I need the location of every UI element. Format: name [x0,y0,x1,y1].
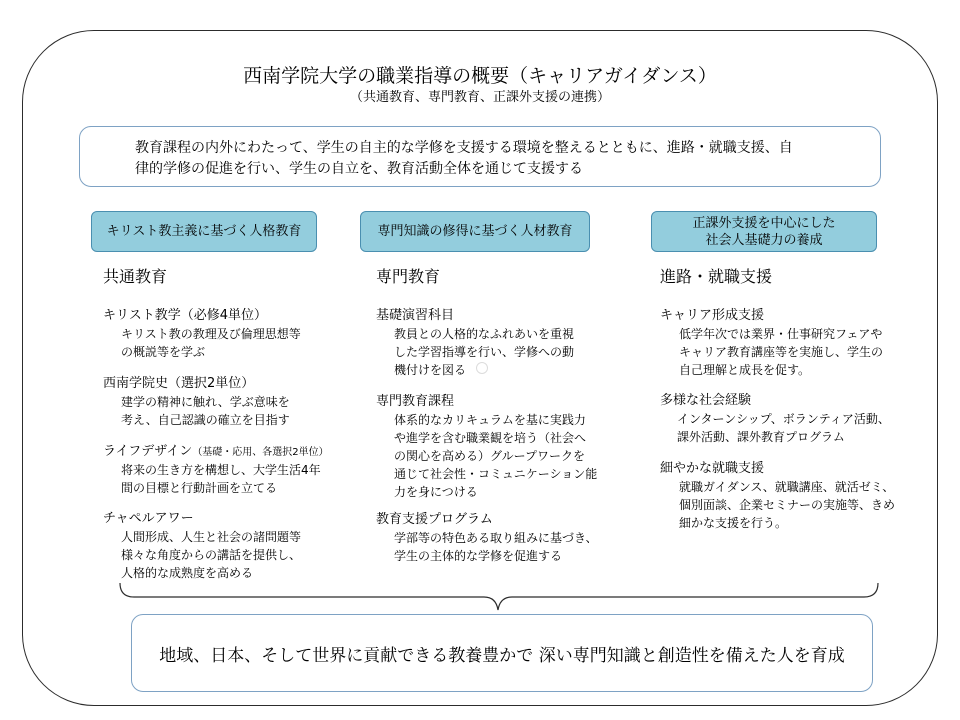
section-line: 様々な角度からの講話を提供し、 [121,548,302,562]
section-line: 力を身につける [394,485,478,499]
section-line: 通じて社会性・コミュニケーション能 [394,467,598,481]
section-line: の概説等を学ぶ [121,345,206,359]
section-title-main: ライフデザイン [103,444,193,459]
section-line: 体系的なカリキュラムを基に実践力 [394,413,586,427]
section-title: 細やかな就職支援 [660,461,765,476]
section-line: 低学年次では業界・仕事研究フェアや [679,327,883,341]
result-text: 地域、日本、そして世界に貢献できる教養豊かで 深い専門知識と創造性を備えた人を育成 [159,645,845,666]
section-line: 課外活動、課外教育プログラム [677,430,845,444]
section-line: キリスト教の教理及び倫理思想等 [121,327,301,341]
section-title: キリスト教学（必修4単位） [103,308,268,323]
page-title: 西南学院大学の職業指導の概要（キャリアガイダンス） [243,65,717,87]
section-title: 専門教育課程 [376,394,455,409]
column-heading-general: 共通教育 [103,267,168,286]
section-line: 学生の主体的な学修を促進する [394,549,563,563]
section-line: 機付けを図る [394,363,467,377]
section-line: の関心を高める）グループワークを [394,449,586,463]
pill-label: キリスト教主義に基づく人格教育 [106,224,302,239]
section-line: 建学の精神に触れ、学ぶ意味を [121,395,290,409]
section-title: チャペルアワー [103,511,194,526]
section-line: 学部等の特色ある取り組みに基づき、 [394,531,598,545]
result-box [131,614,873,692]
pill-label: 正課外支援を中心にした [692,215,836,231]
pill-label: 社会人基礎力の養成 [705,232,823,248]
section-title-note: （基礎・応用、各選択2単位） [192,447,329,458]
section-line: 将来の生き方を構想し、大学生活4年 [121,463,321,477]
section-line: キャリア教育講座等を実施し、学生の [679,345,884,359]
section-line: 人間形成、人生と社会の諸問題等 [121,530,302,544]
section-title: 教育支援プログラム [376,512,493,527]
section-title: キャリア形成支援 [660,308,765,323]
section-line: した学習指導を行い、学修への動 [394,345,575,359]
pill-label: 専門知識の修得に基づく人材教育 [377,224,573,239]
section-line: 就職ガイダンス、就職講座、就活ゼミ、 [679,480,895,494]
section-line: 個別面談、企業セミナーの実施等、きめ [679,498,896,512]
column-heading-specialist: 専門教育 [376,267,441,286]
section-line: 考え、自己認識の確立を目指す [121,413,290,427]
section-line: 間の目標と行動計画を立てる [121,481,278,495]
page-subtitle: （共通教育、専門教育、正課外支援の連携） [349,90,610,105]
section-line: 教員との人格的なふれあいを重視 [394,327,575,341]
intro-line: 律的学修の促進を行い、学生の自立を、教育活動全体を通じて支援する [135,161,583,177]
intro-line: 教育課程の内外にわたって、学生の自主的な学修を支援する環境を整えるとともに、進路・就職支援、自 [135,140,793,156]
section-title: 多様な社会経験 [660,393,752,408]
section-line: 人格的な成熟度を高める [121,566,254,580]
section-line: 細かな支援を行う。 [679,516,788,530]
section-line: 自己理解と成長を促す。 [679,363,811,377]
section-line: インターンシップ、ボランティア活動、 [677,412,890,426]
cursor-icon [476,362,488,374]
section-title: 西南学院史（選択2単位） [103,376,255,391]
column-heading-career: 進路・就職支援 [660,267,773,286]
section-title: 基礎演習科目 [376,308,455,323]
section-line: や進学を含む職業観を培う（社会へ [394,431,587,445]
